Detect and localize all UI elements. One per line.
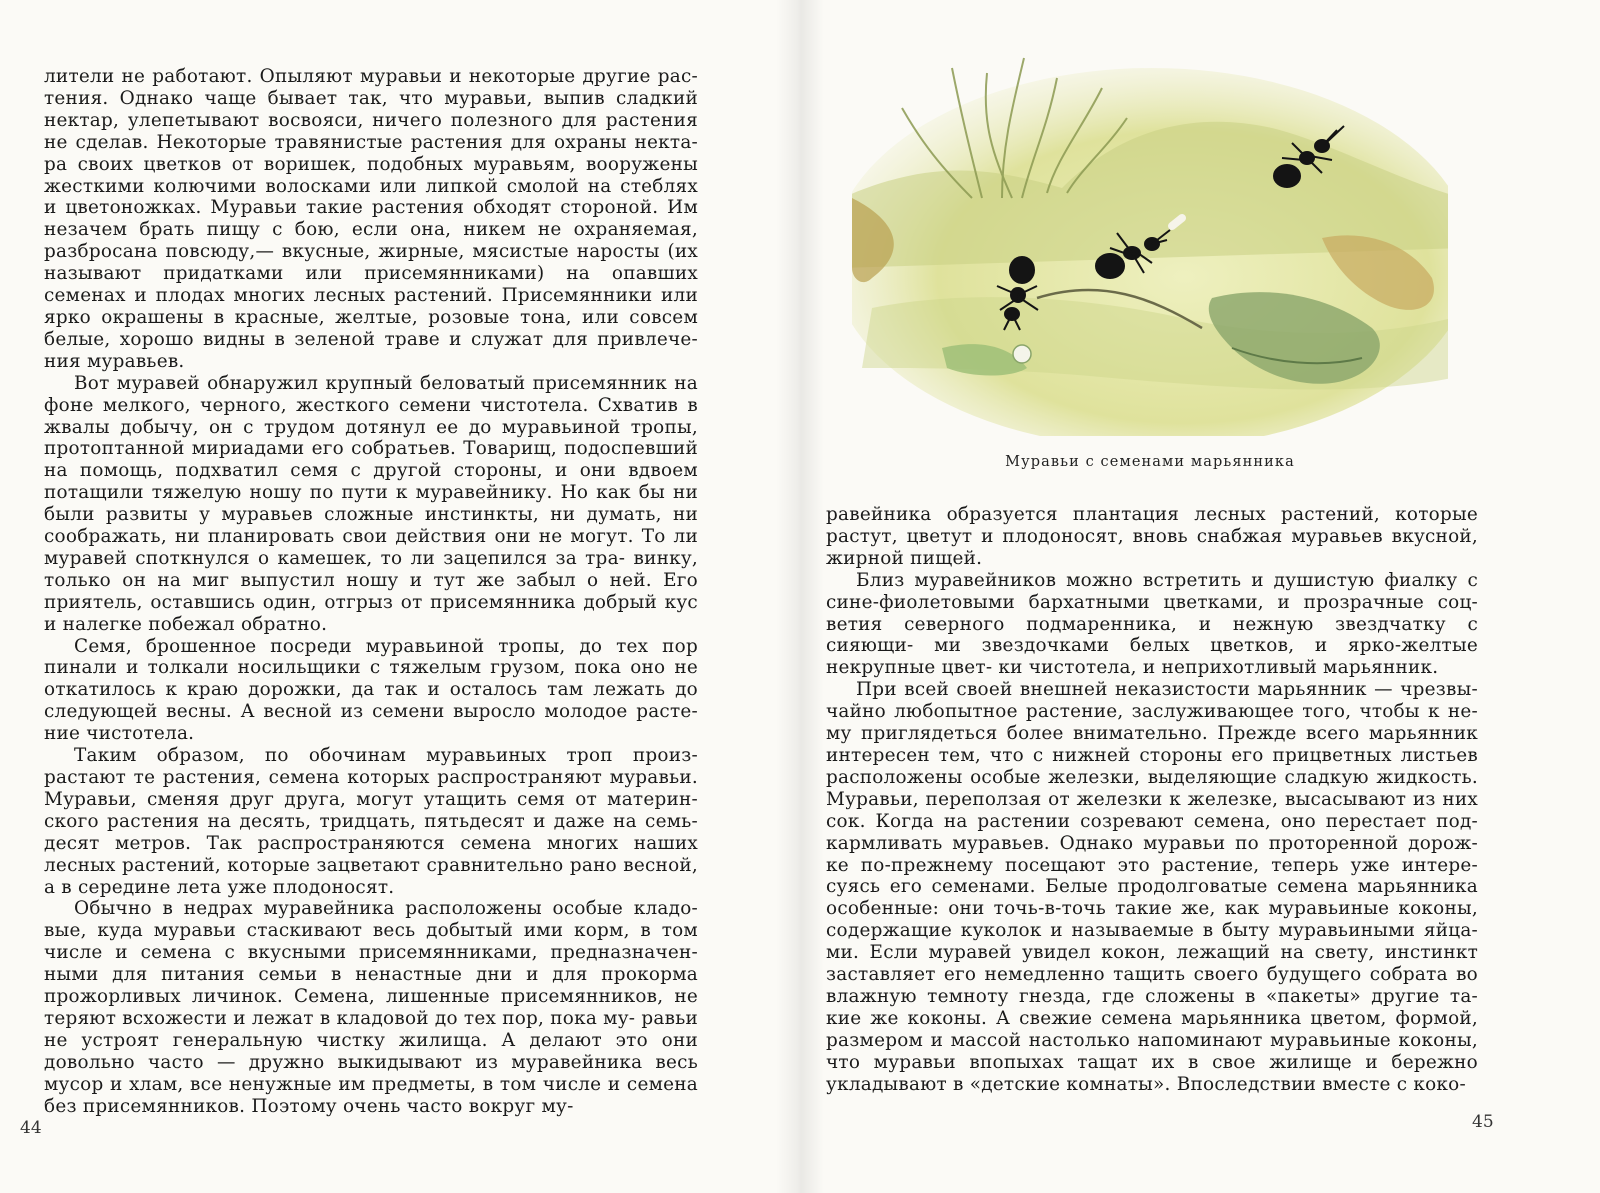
text-line: ра своих цветков от воришек, подобных муравьям, вооружены (44, 153, 698, 175)
left-page-text (44, 66, 698, 1118)
text-line: в жвалы добычу, он с трудом дотянул ее до муравьиной тропы, (44, 394, 698, 438)
text-line: кус и налегке побежал обратно. (44, 591, 698, 635)
text-line: влажную темноту гнезда, где сложены в «пакеты» другие та- (826, 985, 1478, 1007)
text-line: Вот муравей обнаружил крупный беловатый присемянник (74, 372, 667, 394)
text-line: заставляет его немедленно тащить своего будущего собрата во (826, 964, 1478, 986)
text-line: пинали и толкали носильщики с тяжелым грузом, пока оно не (44, 657, 698, 679)
text-line: и семена без присемянников. Поэтому очень часто вокруг му- (44, 1073, 698, 1117)
text-line: на помощь, подхватил семя с другой стороны, и они вдвоем (44, 460, 698, 482)
text-line: прожорливых личинок. Семена, лишенные присемянников, не (44, 986, 698, 1008)
text-line: с сине-фиолетовыми бархатными цветками, и прозрачные соц- (826, 569, 1478, 613)
text-line: ского растения на десять, тридцать, пятьдесят и даже на семь- (44, 810, 698, 832)
right-page-text (826, 504, 1478, 1095)
text-line: При всей своей внешней неказистости марьянник — чрезвы- (856, 679, 1478, 701)
book-gutter (776, 0, 824, 1193)
paragraph (44, 66, 698, 373)
text-line: и цветоножках. Муравьи такие растения обходят стороной. Им (44, 197, 698, 219)
text-line: равьи не устроят генеральную чистку жилища. А делают это (44, 1007, 698, 1051)
text-line: чайно любопытное растение, заслуживающее того, чтобы к не- (826, 701, 1478, 723)
illustration-caption: Муравьи с семенами марьянника (1005, 454, 1295, 470)
text-line: ни были развиты у муравьев сложные инстинкты, ни думать, (44, 482, 698, 526)
text-line: кие же коконы. А свежие семена марьянника цветом, формой, (826, 1007, 1478, 1029)
paragraph (826, 504, 1478, 570)
text-line: ными для питания семьи в ненастные дни и для прокорма (44, 964, 698, 986)
text-line: жирной пищей. (826, 547, 983, 569)
text-line: откатилось к краю дорожки, да так и осталось там лежать до (44, 679, 698, 701)
text-line: ми звездочками белых цветков, и ярко-желтые некрупные цвет- (826, 635, 1478, 679)
text-line: ке по-прежнему посещают это растение, теперь уже интере- (826, 854, 1478, 876)
paragraph (826, 679, 1478, 1095)
ants-illustration (852, 48, 1448, 436)
text-line: му приглядеться более внимательно. Прежде всего марьянник (826, 723, 1478, 745)
text-line: Семя, брошенное посреди муравьиной тропы, до тех пор (74, 635, 698, 657)
text-line: расположены особые железки, выделяющие сладкую жидкость. (826, 766, 1478, 788)
text-line: растут, цветут и плодоносят, вновь снабжая муравьев вкусной, (826, 525, 1478, 547)
text-line: содержащие куколок и называемые в быту муравьиными яйца- (826, 920, 1478, 942)
text-line: ни соображать, ни планировать свои действия они не могут. (44, 504, 698, 548)
text-line: (их называют придатками или присемянниками) на опавших (44, 241, 698, 285)
text-line: интересен тем, что с нижней стороны его прицветных листьев (826, 744, 1478, 766)
text-line: Муравьи, переползая от железки к железке, высасывают из них (826, 788, 1478, 810)
text-line: они довольно часто — дружно выкидывают из муравейника (44, 1029, 698, 1073)
text-line: растают те растения, семена которых распространяют муравьи. (44, 767, 698, 788)
text-line: Таким образом, по обочинам муравьиных троп произ- (74, 745, 698, 767)
text-line: размером и массой настолько напоминают муравьиные коконы, (826, 1029, 1478, 1051)
text-line: укладывают в «детские комнаты». Впоследствии вместе с коко- (826, 1073, 1466, 1095)
text-line: Муравьи, сменяя друг друга, могут утащить семя от материн- (44, 788, 698, 810)
text-line: Близ муравейников можно встретить и душистую фиалку (856, 569, 1458, 591)
text-line: ярко окрашены в красные, желтые, розовые тона, или совсем (44, 306, 698, 328)
text-line: не сделав. Некоторые травянистые растения для охраны некта- (44, 131, 698, 153)
text-line: кармливать муравьев. Однако муравьи по проторенной дорож- (826, 832, 1478, 854)
text-line: лители не работают. Опыляют муравьи и некоторые другие рас- (44, 66, 698, 87)
text-line: на фоне мелкого, черного, жесткого семени чистотела. Схватив (44, 372, 698, 416)
text-line: ветия северного подмаренника, и нежную звездчатку с сияющи- (826, 613, 1478, 657)
text-line: винку, только он на миг выпустил ношу и тут же забыл о ней. (44, 547, 698, 591)
paragraph (44, 636, 698, 746)
text-line: что муравьи впопыхах тащат их в свое жилище и бережно (826, 1051, 1478, 1073)
text-line: жесткими колючими волосками или липкой смолой на стеблях (44, 175, 698, 197)
text-line: ние чистотела. (44, 723, 195, 745)
paragraph (826, 570, 1478, 680)
text-line: следующей весны. А весной из семени выросло молодое расте- (44, 701, 698, 723)
text-line: ми. Если муравей увидел кокон, лежащий на свету, инстинкт (826, 942, 1478, 964)
text-line: сок. Когда на растении созревают семена, оно перестает под- (826, 810, 1478, 832)
text-line: ки чистотела, и неприхотливый марьянник. (998, 657, 1439, 679)
text-line: лесных растений, которые зацветают сравнительно рано весной, (44, 854, 698, 876)
text-line: десят метров. Так распространяются семена многих наших (44, 832, 698, 854)
text-line: теряют всхожести и лежат в кладовой до тех пор, пока му- (44, 1007, 636, 1029)
text-line: разбросана повсюду,— вкусные, жирные, мясистые наросты (44, 241, 660, 263)
text-line: весь мусор и хлам, все ненужные им предметы, в том числе (44, 1051, 698, 1095)
text-line: Обычно в недрах муравейника расположены особые кладо- (74, 898, 698, 920)
text-line: нектар, улепетывают восвояси, ничего полезного для растения (44, 109, 698, 131)
text-line: То ли муравей споткнулся о камешек, то ли зацепился за тра- (44, 526, 698, 569)
text-line: тения. Однако чаще бывает так, что муравьи, выпив сладкий (44, 87, 698, 109)
text-line: вые, куда муравьи стаскивают весь добытый ими корм, в том (44, 920, 698, 942)
text-line: суясь его семенами. Белые продолговатые семена марьянника (826, 876, 1478, 898)
text-line: ния муравьев. (44, 350, 185, 372)
text-line: особенные: они точь-в-точь такие же, как муравьиные коконы, (826, 898, 1478, 920)
text-line: незачем брать пищу с бою, если она, никем не охраняемая, (44, 219, 698, 241)
paragraph (44, 898, 698, 1117)
paragraph (44, 745, 698, 898)
text-line: белые, хорошо видны в зеленой траве и служат для привлече- (44, 328, 698, 350)
text-line: протоптанной мириадами его собратьев. Товарищ, подоспевший (44, 438, 698, 460)
text-line: а в середине лета уже плодоносят. (44, 876, 395, 898)
text-line: равейника образуется плантация лесных растений, которые (826, 504, 1478, 525)
text-line: Его приятель, оставшись один, отгрыз от присемянника добрый (44, 569, 698, 613)
text-line: потащили тяжелую ношу по пути к муравейнику. Но как бы (44, 482, 666, 504)
page-number-right: 45 (1472, 1112, 1494, 1132)
text-line: семенах и плодах многих лесных растений. Присемянники или (44, 285, 698, 307)
paragraph (44, 373, 698, 636)
page-number-left: 44 (20, 1118, 42, 1138)
text-line: числе и семена с вкусными присемянниками, предназначен- (44, 942, 698, 964)
